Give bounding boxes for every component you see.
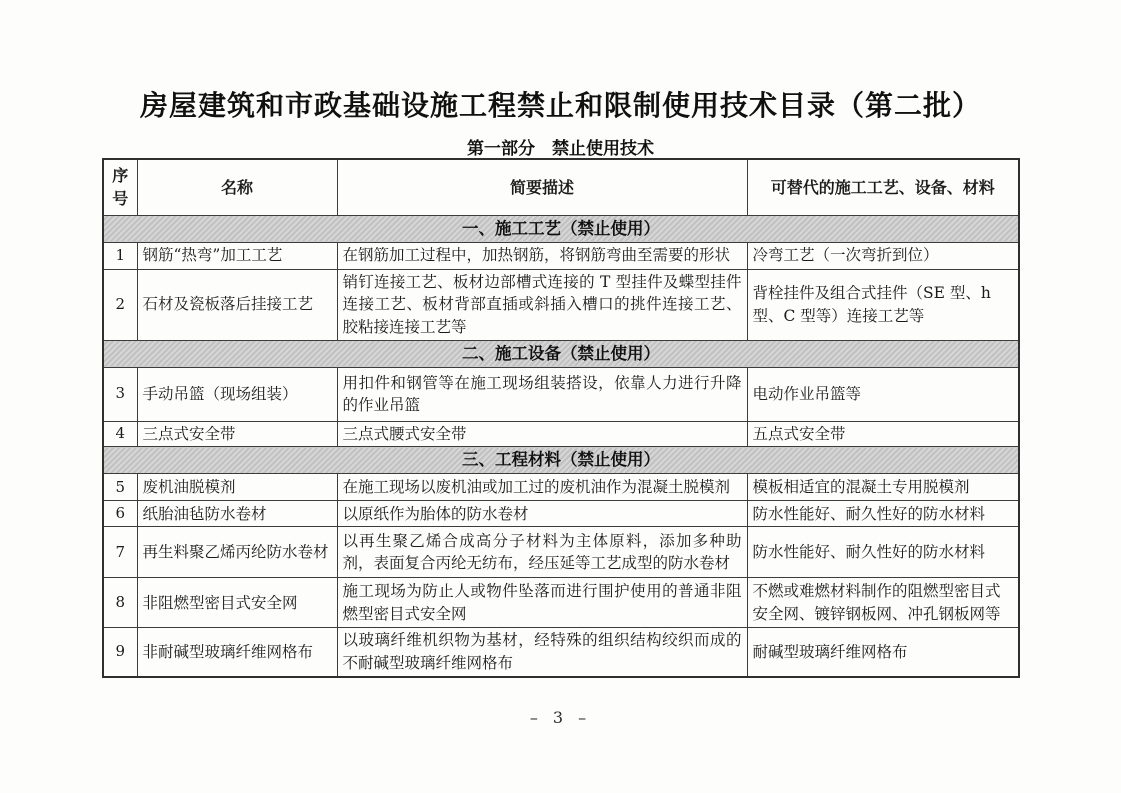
cell-description: 用扣件和钢管等在施工现场组装搭设，依靠人力进行升降的作业吊篮 [337,367,747,421]
cell-no: 7 [103,527,137,578]
cell-no: 4 [103,421,137,447]
cell-alternatives: 耐碱型玻璃纤维网格布 [747,628,1019,677]
cell-description: 在钢筋加工过程中，加热钢筋，将钢筋弯曲至需要的形状 [337,242,747,269]
column-header-alternatives: 可替代的施工工艺、设备、材料 [747,159,1019,215]
cell-name: 废机油脱模剂 [137,474,337,501]
cell-name: 手动吊篮（现场组装） [137,367,337,421]
cell-name: 三点式安全带 [137,421,337,447]
page-number: – 3 – [529,708,592,727]
column-header-name: 名称 [137,159,337,215]
table-row [103,527,1019,578]
table-row [103,269,1019,340]
cell-description: 在施工现场以废机油或加工过的废机油作为混凝土脱模剂 [337,474,747,501]
cell-alternatives: 背栓挂件及组合式挂件（SE 型、h 型、C 型等）连接工艺等 [747,269,1019,340]
cell-alternatives: 防水性能好、耐久性好的防水材料 [747,501,1019,527]
document-title: 房屋建筑和市政基础设施工程禁止和限制使用技术目录（第二批） [139,89,981,122]
cell-no: 1 [103,242,137,269]
cell-name: 石材及瓷板落后挂接工艺 [137,269,337,340]
cell-alternatives: 防水性能好、耐久性好的防水材料 [747,527,1019,578]
table-row [103,501,1019,527]
section-header-row [103,447,1019,474]
cell-no: 5 [103,474,137,501]
cell-no: 8 [103,578,137,628]
cell-name: 再生料聚乙烯丙纶防水卷材 [137,527,337,578]
cell-alternatives: 电动作业吊篮等 [747,367,1019,421]
cell-alternatives: 五点式安全带 [747,421,1019,447]
cell-no: 9 [103,628,137,677]
prohibited-technology-table [102,158,1020,678]
cell-no: 2 [103,269,137,340]
cell-name: 非耐碱型玻璃纤维网格布 [137,628,337,677]
table-row [103,367,1019,421]
section-title: 二、施工设备（禁止使用） [103,340,1019,367]
cell-description: 以再生聚乙烯合成高分子材料为主体原料，添加多种助剂，表面复合丙纶无纺布，经压延等工艺成型的防水卷材 [337,527,747,578]
cell-alternatives: 模板相适宜的混凝土专用脱模剂 [747,474,1019,501]
cell-name: 纸胎油毡防水卷材 [137,501,337,527]
part-heading: 第一部分 禁止使用技术 [467,139,654,159]
section-title: 三、工程材料（禁止使用） [103,447,1019,474]
cell-no: 3 [103,367,137,421]
section-header-row [103,340,1019,367]
cell-alternatives: 冷弯工艺（一次弯折到位） [747,242,1019,269]
cell-description: 三点式腰式安全带 [337,421,747,447]
cell-description: 销钉连接工艺、板材边部槽式连接的 T 型挂件及蝶型挂件连接工艺、板材背部直插或斜插入槽口的挑件连接工艺、胶粘接连接工艺等 [337,269,747,340]
table-row [103,421,1019,447]
table-row [103,628,1019,677]
table-row [103,578,1019,628]
table-row [103,242,1019,269]
cell-no: 6 [103,501,137,527]
cell-description: 施工现场为防止人或物件坠落而进行围护使用的普通非阻燃型密目式安全网 [337,578,747,628]
column-header-description: 简要描述 [337,159,747,215]
table-header-row [103,159,1019,215]
section-title: 一、施工工艺（禁止使用） [103,215,1019,242]
table-row [103,474,1019,501]
cell-name: 非阻燃型密目式安全网 [137,578,337,628]
cell-description: 以原纸作为胎体的防水卷材 [337,501,747,527]
cell-description: 以玻璃纤维机织物为基材，经特殊的组织结构绞织而成的不耐碱型玻璃纤维网格布 [337,628,747,677]
section-header-row [103,215,1019,242]
cell-name: 钢筋“热弯”加工工艺 [137,242,337,269]
cell-alternatives: 不燃或难燃材料制作的阻燃型密目式安全网、镀锌钢板网、冲孔钢板网等 [747,578,1019,628]
column-header-no: 序号 [103,159,137,215]
